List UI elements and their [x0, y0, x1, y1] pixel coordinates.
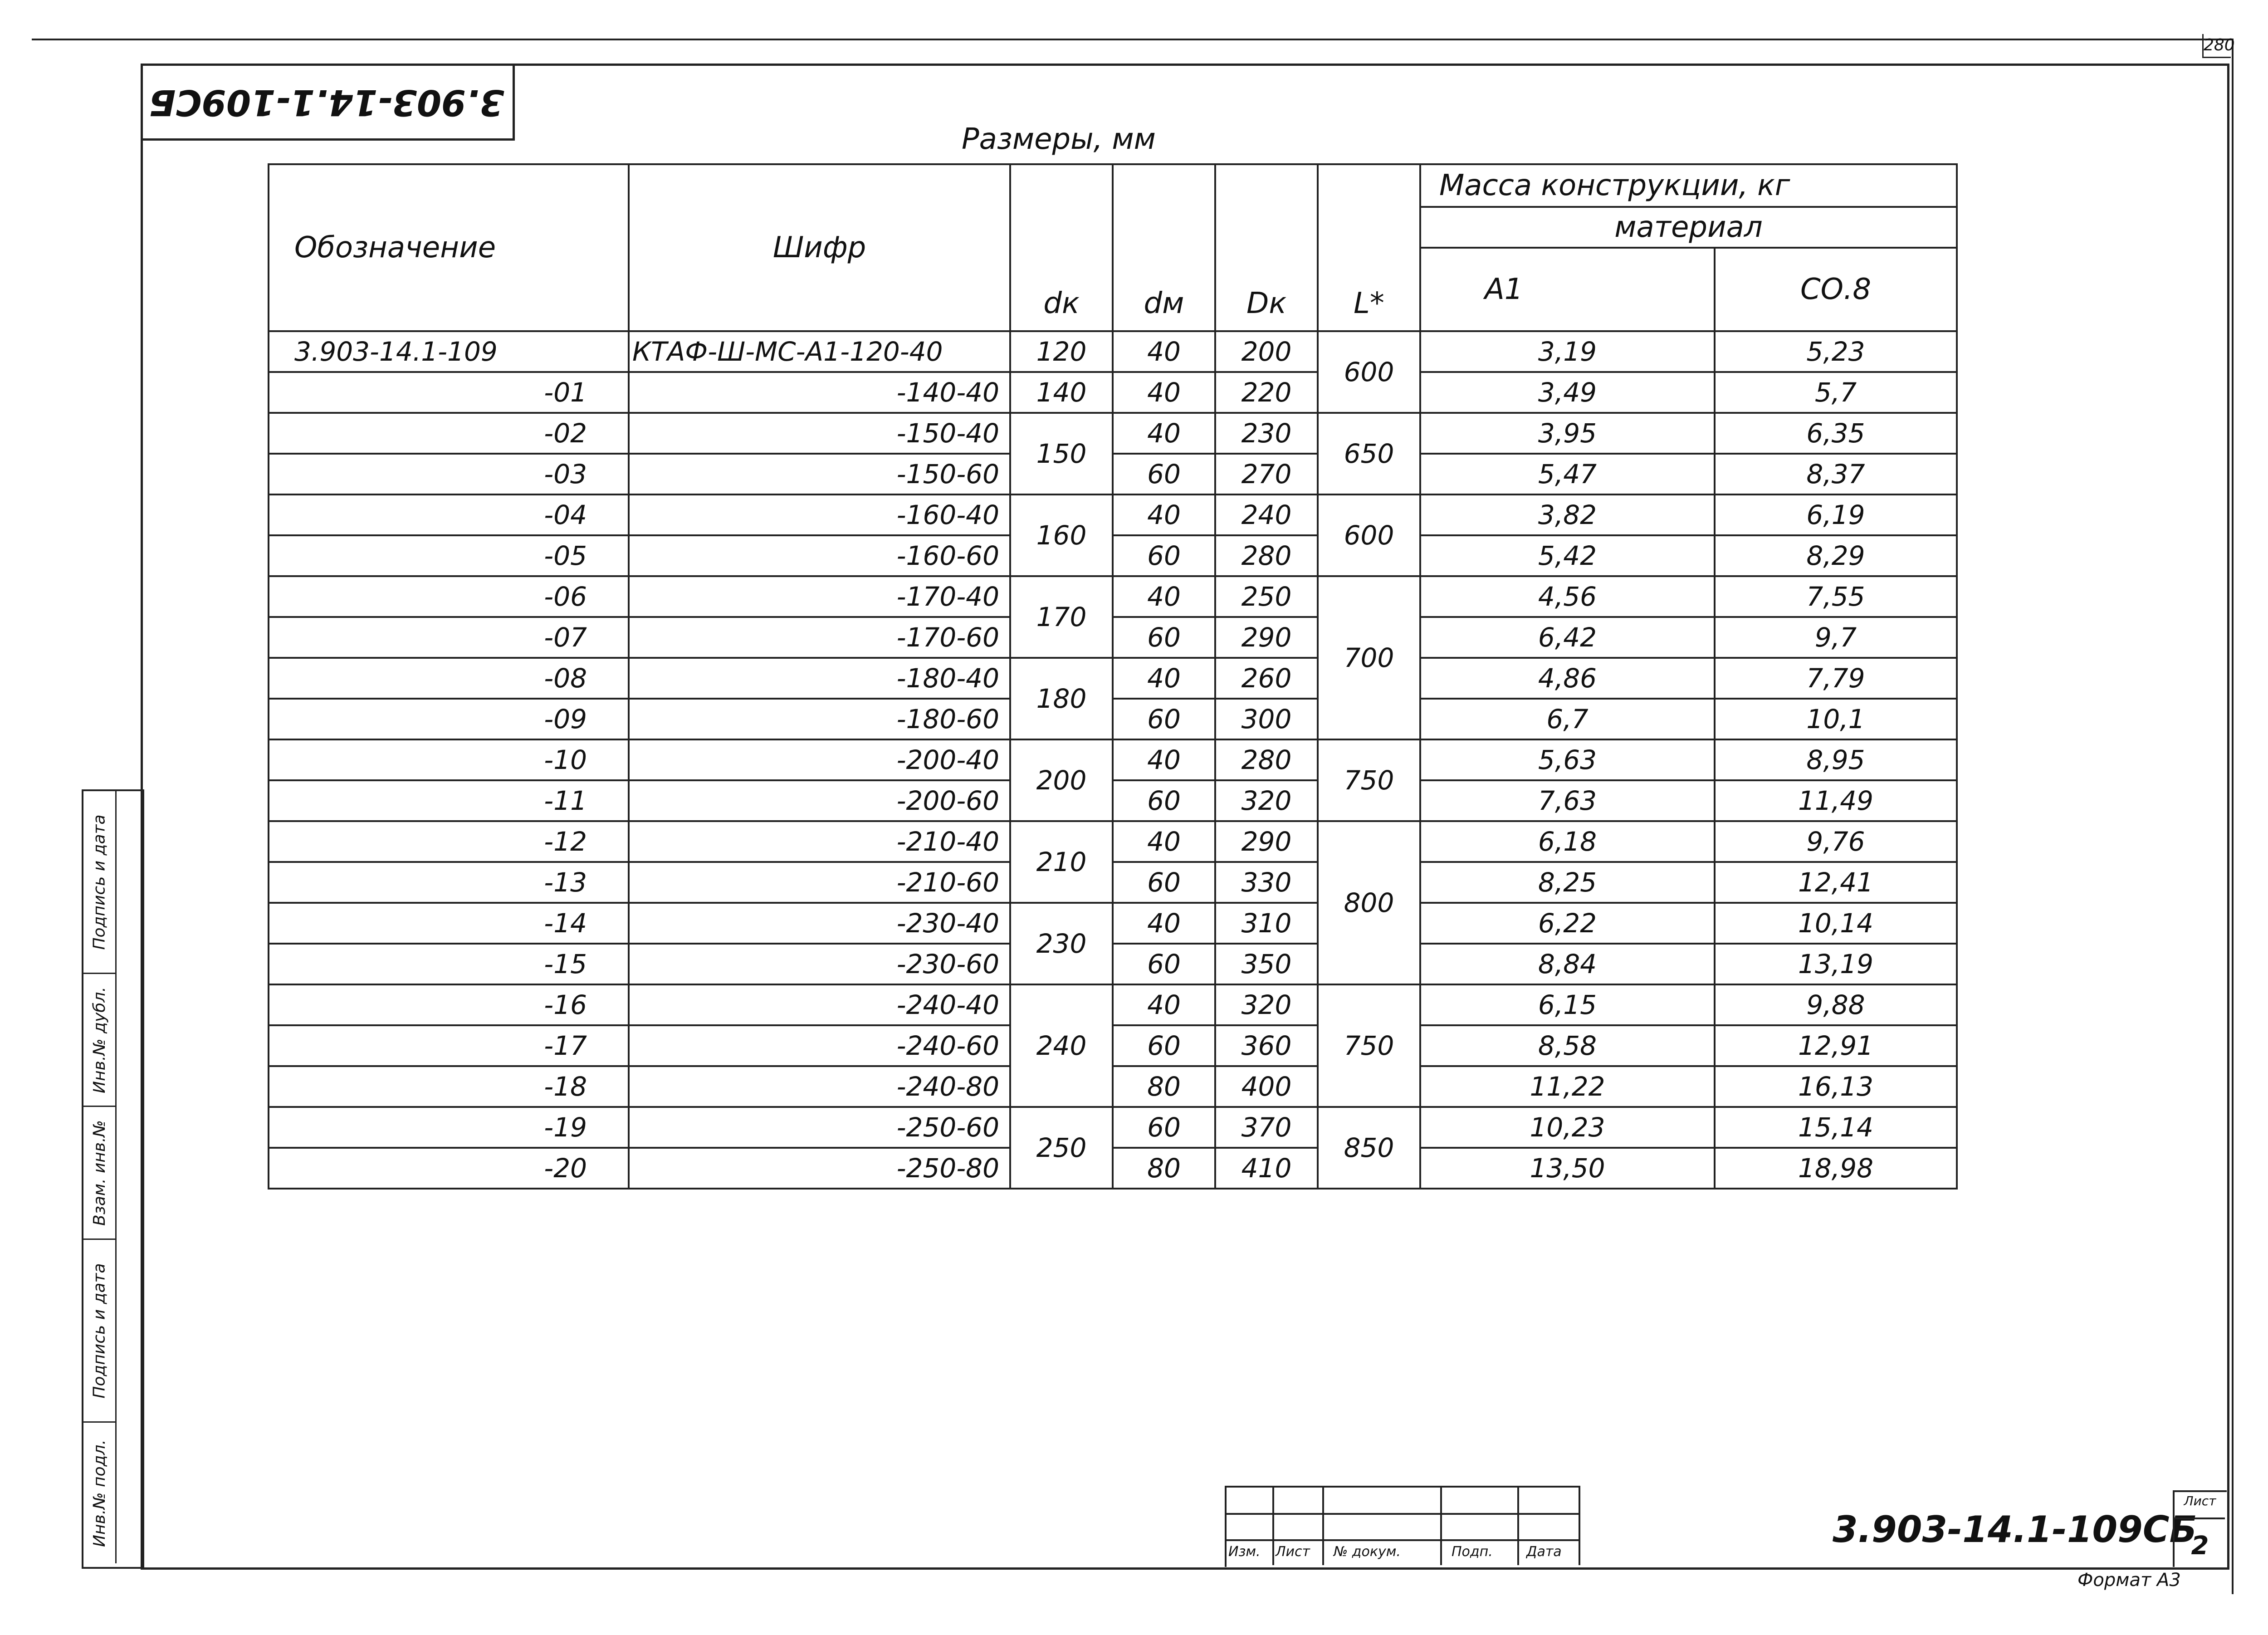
cell-designation: -15: [269, 944, 629, 984]
cell-L: 650: [1318, 413, 1420, 494]
cell-L: 750: [1318, 984, 1420, 1107]
header-material: материал: [1420, 207, 1957, 248]
table-row: [269, 454, 1957, 494]
cell-dm: 60: [1113, 862, 1215, 903]
cell-L: 600: [1318, 331, 1420, 413]
cell-Dk: 320: [1215, 780, 1318, 821]
table-row: [269, 494, 1957, 535]
cell-mass-a1: 6,42: [1420, 617, 1715, 658]
cell-designation: -04: [269, 494, 629, 535]
header-dm: dм: [1113, 164, 1215, 331]
side-cell-1: [83, 791, 117, 974]
cell-mass-c08: 8,29: [1715, 535, 1957, 576]
cell-Dk: 280: [1215, 739, 1318, 780]
sheet-label: Лист: [2184, 1493, 2216, 1508]
cell-mass-a1: 3,82: [1420, 494, 1715, 535]
cell-cipher: -250-60: [629, 1107, 1010, 1148]
document-code: 3.903-14.1-109СБ: [1833, 1508, 2197, 1551]
cell-mass-a1: 3,19: [1420, 331, 1715, 372]
header-Dk: Dк: [1215, 164, 1318, 331]
cell-cipher: -150-40: [629, 413, 1010, 454]
table-row: [269, 617, 1957, 658]
cell-Dk: 320: [1215, 984, 1318, 1025]
cell-mass-c08: 5,7: [1715, 372, 1957, 413]
cell-cipher: -230-40: [629, 903, 1010, 944]
cell-Dk: 350: [1215, 944, 1318, 984]
cell-Dk: 250: [1215, 576, 1318, 617]
table-row: [269, 1148, 1957, 1189]
header-c08: СО.8: [1715, 248, 1957, 331]
specification-table: [268, 163, 1958, 1190]
cell-mass-a1: 8,84: [1420, 944, 1715, 984]
cell-dm: 60: [1113, 1107, 1215, 1148]
cell-Dk: 300: [1215, 699, 1318, 739]
table-row: [269, 1066, 1957, 1107]
cell-mass-c08: 16,13: [1715, 1066, 1957, 1107]
cell-Dk: 410: [1215, 1148, 1318, 1189]
cell-dm: 40: [1113, 331, 1215, 372]
cell-designation: -18: [269, 1066, 629, 1107]
cell-designation: -13: [269, 862, 629, 903]
cell-mass-c08: 7,55: [1715, 576, 1957, 617]
cell-dm: 40: [1113, 494, 1215, 535]
cell-dk: 120: [1010, 331, 1113, 372]
cell-mass-c08: 12,41: [1715, 862, 1957, 903]
cell-dm: 40: [1113, 413, 1215, 454]
cell-L: 750: [1318, 739, 1420, 821]
cell-dm: 60: [1113, 944, 1215, 984]
table-row: [269, 331, 1957, 372]
cell-Dk: 220: [1215, 372, 1318, 413]
cell-cipher: -180-40: [629, 658, 1010, 699]
cell-dm: 80: [1113, 1148, 1215, 1189]
cell-mass-a1: 11,22: [1420, 1066, 1715, 1107]
cell-designation: -03: [269, 454, 629, 494]
cell-mass-c08: 8,95: [1715, 739, 1957, 780]
cell-designation: -12: [269, 821, 629, 862]
cell-mass-c08: 12,91: [1715, 1025, 1957, 1066]
top-code-text: 3.903-14.1-109СБ: [149, 82, 504, 122]
cell-cipher: -250-80: [629, 1148, 1010, 1189]
cell-designation: -19: [269, 1107, 629, 1148]
format-label: Формат А3: [2077, 1570, 2181, 1591]
cell-mass-a1: 6,22: [1420, 903, 1715, 944]
cell-Dk: 400: [1215, 1066, 1318, 1107]
cell-Dk: 330: [1215, 862, 1318, 903]
side-label-2: Инв.№ дубл.: [90, 986, 109, 1093]
cell-dm: 40: [1113, 903, 1215, 944]
sizes-title: Размеры, мм: [962, 122, 1156, 156]
table-row: [269, 413, 1957, 454]
cell-designation: -11: [269, 780, 629, 821]
cell-mass-a1: 6,7: [1420, 699, 1715, 739]
table-row: [269, 535, 1957, 576]
cell-mass-c08: 6,19: [1715, 494, 1957, 535]
cell-mass-a1: 7,63: [1420, 780, 1715, 821]
table-row: [269, 1107, 1957, 1148]
cell-cipher: -210-60: [629, 862, 1010, 903]
cell-mass-c08: 10,14: [1715, 903, 1957, 944]
cell-dk: 180: [1010, 658, 1113, 739]
cell-cipher: -240-60: [629, 1025, 1010, 1066]
cell-Dk: 310: [1215, 903, 1318, 944]
sheet-corner-number: 280: [2202, 34, 2231, 58]
cell-mass-a1: 8,25: [1420, 862, 1715, 903]
side-label-5: Инв.№ подл.: [90, 1439, 109, 1547]
table-row: [269, 862, 1957, 903]
side-cell-3: [83, 1107, 117, 1240]
side-cell-5: [83, 1423, 117, 1563]
cell-designation: -05: [269, 535, 629, 576]
cell-dm: 40: [1113, 372, 1215, 413]
cell-dm: 60: [1113, 699, 1215, 739]
cell-mass-c08: 5,23: [1715, 331, 1957, 372]
cell-mass-c08: 6,35: [1715, 413, 1957, 454]
cell-dk: 230: [1010, 903, 1113, 984]
cell-Dk: 290: [1215, 617, 1318, 658]
cell-Dk: 240: [1215, 494, 1318, 535]
table-row: [269, 576, 1957, 617]
cell-mass-c08: 9,76: [1715, 821, 1957, 862]
sheet-number: 2: [2191, 1531, 2209, 1561]
header-L: L*: [1318, 164, 1420, 331]
stamp-label-sign: Подп.: [1452, 1544, 1493, 1560]
cell-dk: 160: [1010, 494, 1113, 576]
table-row: [269, 984, 1957, 1025]
cell-cipher: -140-40: [629, 372, 1010, 413]
cell-dk: 250: [1010, 1107, 1113, 1189]
cell-cipher: -230-60: [629, 944, 1010, 984]
side-label-4: Подпись и дата: [90, 1263, 109, 1399]
cell-Dk: 280: [1215, 535, 1318, 576]
cell-mass-a1: 10,23: [1420, 1107, 1715, 1148]
table-row: [269, 821, 1957, 862]
cell-mass-a1: 5,63: [1420, 739, 1715, 780]
cell-mass-a1: 4,56: [1420, 576, 1715, 617]
cell-dk: 140: [1010, 372, 1113, 413]
header-mass: Масса конструкции, кг: [1420, 164, 1957, 207]
cell-mass-a1: 5,42: [1420, 535, 1715, 576]
header-designation: Обозначение: [269, 164, 629, 331]
cell-Dk: 370: [1215, 1107, 1318, 1148]
stamp-label-doc: № докум.: [1334, 1544, 1401, 1560]
cell-Dk: 290: [1215, 821, 1318, 862]
side-cell-2: [83, 974, 117, 1107]
cell-dm: 40: [1113, 984, 1215, 1025]
cell-dk: 200: [1010, 739, 1113, 821]
table-row: [269, 780, 1957, 821]
table-row: [269, 739, 1957, 780]
cell-Dk: 260: [1215, 658, 1318, 699]
side-label-3: Взам. инв.№: [90, 1120, 109, 1226]
cell-mass-a1: 5,47: [1420, 454, 1715, 494]
top-code-box: [141, 66, 515, 141]
cell-designation: -06: [269, 576, 629, 617]
cell-mass-c08: 11,49: [1715, 780, 1957, 821]
header-dk: dк: [1010, 164, 1113, 331]
cell-dm: 60: [1113, 617, 1215, 658]
table-row: [269, 372, 1957, 413]
cell-mass-a1: 3,95: [1420, 413, 1715, 454]
cell-dm: 40: [1113, 576, 1215, 617]
cell-mass-c08: 9,7: [1715, 617, 1957, 658]
cell-Dk: 230: [1215, 413, 1318, 454]
binding-column: [82, 789, 144, 1569]
cell-mass-a1: 6,18: [1420, 821, 1715, 862]
cell-cipher: -240-80: [629, 1066, 1010, 1107]
cell-mass-c08: 18,98: [1715, 1148, 1957, 1189]
table-row: [269, 944, 1957, 984]
cell-designation: -16: [269, 984, 629, 1025]
cell-designation: -01: [269, 372, 629, 413]
cell-dk: 150: [1010, 413, 1113, 494]
cell-L: 800: [1318, 821, 1420, 984]
cell-L: 600: [1318, 494, 1420, 576]
stamp-label-list: Лист: [1276, 1544, 1310, 1560]
cell-mass-c08: 13,19: [1715, 944, 1957, 984]
side-label-1: Подпись и дата: [90, 814, 109, 950]
cell-designation: -14: [269, 903, 629, 944]
cell-dm: 60: [1113, 1025, 1215, 1066]
cell-designation: -17: [269, 1025, 629, 1066]
cell-designation: -20: [269, 1148, 629, 1189]
cell-mass-c08: 15,14: [1715, 1107, 1957, 1148]
cell-cipher: -170-40: [629, 576, 1010, 617]
cell-cipher: -160-60: [629, 535, 1010, 576]
cell-cipher: -170-60: [629, 617, 1010, 658]
table-row: [269, 658, 1957, 699]
cell-dm: 80: [1113, 1066, 1215, 1107]
cell-cipher: -210-40: [629, 821, 1010, 862]
cell-mass-c08: 8,37: [1715, 454, 1957, 494]
cell-Dk: 270: [1215, 454, 1318, 494]
cell-dk: 240: [1010, 984, 1113, 1107]
cell-cipher: -200-60: [629, 780, 1010, 821]
stamp-label-date: Дата: [1526, 1544, 1562, 1560]
cell-dk: 210: [1010, 821, 1113, 903]
cell-mass-a1: 3,49: [1420, 372, 1715, 413]
cell-cipher: -240-40: [629, 984, 1010, 1025]
table-row: [269, 1025, 1957, 1066]
cell-mass-a1: 6,15: [1420, 984, 1715, 1025]
cell-mass-a1: 4,86: [1420, 658, 1715, 699]
cell-dk: 170: [1010, 576, 1113, 658]
cell-dm: 40: [1113, 821, 1215, 862]
header-a1: А1: [1420, 248, 1715, 331]
cell-designation: 3.903-14.1-109: [269, 331, 629, 372]
cell-dm: 60: [1113, 535, 1215, 576]
cell-L: 850: [1318, 1107, 1420, 1189]
cell-mass-c08: 7,79: [1715, 658, 1957, 699]
side-cell-4: [83, 1240, 117, 1423]
cell-mass-a1: 13,50: [1420, 1148, 1715, 1189]
table-row: [269, 903, 1957, 944]
cell-Dk: 200: [1215, 331, 1318, 372]
cell-cipher: -150-60: [629, 454, 1010, 494]
cell-cipher: -200-40: [629, 739, 1010, 780]
cell-designation: -10: [269, 739, 629, 780]
cell-mass-c08: 10,1: [1715, 699, 1957, 739]
cell-mass-c08: 9,88: [1715, 984, 1957, 1025]
cell-designation: -08: [269, 658, 629, 699]
header-cipher: Шифр: [629, 164, 1010, 331]
cell-L: 700: [1318, 576, 1420, 739]
cell-mass-a1: 8,58: [1420, 1025, 1715, 1066]
cell-dm: 40: [1113, 739, 1215, 780]
cell-designation: -09: [269, 699, 629, 739]
stamp-label-izm: Изм.: [1228, 1544, 1261, 1560]
cell-designation: -07: [269, 617, 629, 658]
cell-Dk: 360: [1215, 1025, 1318, 1066]
cell-cipher: -180-60: [629, 699, 1010, 739]
cell-cipher: -160-40: [629, 494, 1010, 535]
cell-designation: -02: [269, 413, 629, 454]
sheet-box-divider: [2173, 1518, 2225, 1519]
cell-dm: 60: [1113, 780, 1215, 821]
cell-dm: 60: [1113, 454, 1215, 494]
cell-dm: 40: [1113, 658, 1215, 699]
table-row: [269, 699, 1957, 739]
cell-cipher: КТАФ-Ш-МС-А1-120-40: [629, 331, 1010, 372]
